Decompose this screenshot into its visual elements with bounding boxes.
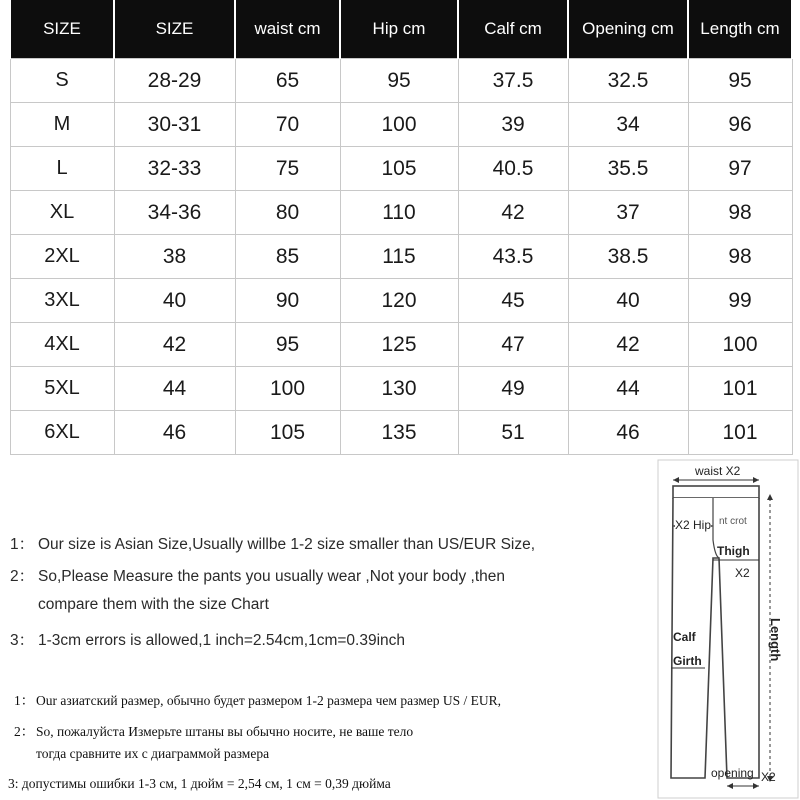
size-cell: XL [10, 191, 114, 235]
note-en-3 [10, 628, 405, 650]
table-row [10, 103, 792, 147]
calf-label: Calf [673, 630, 696, 644]
size-cell: 6XL [10, 411, 114, 455]
size-cell: M [10, 103, 114, 147]
measurement-cell: 40.5 [458, 147, 568, 191]
measurement-cell: 46 [568, 411, 688, 455]
note-text: Our size is Asian Size,Usually willbe 1-2 size smaller than US/EUR Size, [38, 536, 536, 553]
table-header-row [10, 0, 792, 59]
measurement-cell: 100 [688, 323, 792, 367]
measurement-cell: 51 [458, 411, 568, 455]
opening-label: opening [711, 766, 754, 780]
size-cell: 3XL [10, 279, 114, 323]
note-text: So, пожалуйста Измерьте штаны вы обычно носите, не ваше тело [36, 724, 414, 739]
note-text: 3: допустимы ошибки 1-3 см, 1 дюйм = 2,54 см, 1 см = 0,39 дюйма [8, 776, 391, 791]
measurement-cell: 40 [114, 279, 235, 323]
measurement-cell: 90 [235, 279, 340, 323]
front-crotch-label: nt crot [719, 516, 747, 527]
measurement-cell: 30-31 [114, 103, 235, 147]
thigh-label: Thigh [717, 544, 750, 558]
measurement-cell: 42 [458, 191, 568, 235]
hip-label: X2 Hip [675, 518, 712, 532]
measurement-cell: 135 [340, 411, 458, 455]
measurement-cell: 85 [235, 235, 340, 279]
measurement-cell: 95 [235, 323, 340, 367]
measurement-cell: 46 [114, 411, 235, 455]
header-size-label: SIZE [10, 0, 114, 59]
header-hip: Hip cm [340, 0, 458, 59]
measurement-cell: 97 [688, 147, 792, 191]
measurement-cell: 95 [688, 59, 792, 103]
size-cell: 5XL [10, 367, 114, 411]
measurement-cell: 32.5 [568, 59, 688, 103]
table-row [10, 59, 792, 103]
pants-measurement-diagram [655, 458, 800, 800]
header-size-number: SIZE [114, 0, 235, 59]
note-number: 2： [10, 568, 35, 585]
table-row [10, 411, 792, 455]
note-text: compare them with the size Chart [38, 596, 269, 613]
measurement-cell: 65 [235, 59, 340, 103]
header-waist: waist cm [235, 0, 340, 59]
length-label: Length [768, 618, 783, 662]
note-text: тогда сравните их с диаграммой размера [36, 746, 270, 761]
measurement-cell: 34 [568, 103, 688, 147]
note-ru-3 [8, 776, 391, 792]
measurement-cell: 98 [688, 235, 792, 279]
measurement-cell: 105 [235, 411, 340, 455]
note-text: Our азиатский размер, обычно будет размером 1-2 размера чем размер US / EUR, [36, 693, 501, 708]
measurement-cell: 39 [458, 103, 568, 147]
measurement-cell: 35.5 [568, 147, 688, 191]
measurement-cell: 44 [568, 367, 688, 411]
note-text: So,Please Measure the pants you usually wear ,Not your body ,then [38, 568, 505, 585]
table-row [10, 147, 792, 191]
measurement-cell: 125 [340, 323, 458, 367]
table-row [10, 323, 792, 367]
measurement-cell: 42 [568, 323, 688, 367]
table-row [10, 367, 792, 411]
measurement-cell: 44 [114, 367, 235, 411]
measurement-cell: 37.5 [458, 59, 568, 103]
measurement-cell: 38.5 [568, 235, 688, 279]
measurement-cell: 45 [458, 279, 568, 323]
measurement-cell: 43.5 [458, 235, 568, 279]
measurement-cell: 96 [688, 103, 792, 147]
waist-label: waist X2 [695, 464, 741, 478]
measurement-cell: 49 [458, 367, 568, 411]
measurement-cell: 98 [688, 191, 792, 235]
measurement-cell: 47 [458, 323, 568, 367]
note-ru-2-continued [36, 746, 269, 762]
table-row [10, 279, 792, 323]
measurement-cell: 95 [340, 59, 458, 103]
size-chart-table [9, 0, 793, 455]
size-cell: S [10, 59, 114, 103]
measurement-cell: 34-36 [114, 191, 235, 235]
measurement-cell: 28-29 [114, 59, 235, 103]
measurement-cell: 130 [340, 367, 458, 411]
measurement-cell: 110 [340, 191, 458, 235]
note-number: 1： [10, 536, 35, 553]
note-text: 1-3cm errors is allowed,1 inch=2.54cm,1cm=0.39inch [38, 632, 406, 649]
measurement-cell: 70 [235, 103, 340, 147]
measurement-cell: 40 [568, 279, 688, 323]
measurement-cell: 37 [568, 191, 688, 235]
measurement-cell: 101 [688, 411, 792, 455]
size-cell: 4XL [10, 323, 114, 367]
note-number: 2： [14, 724, 35, 739]
header-opening: Opening cm [568, 0, 688, 59]
measurement-cell: 99 [688, 279, 792, 323]
header-length: Length cm [688, 0, 792, 59]
header-calf: Calf cm [458, 0, 568, 59]
size-cell: 2XL [10, 235, 114, 279]
table-row [10, 191, 792, 235]
measurement-cell: 38 [114, 235, 235, 279]
measurement-cell: 100 [235, 367, 340, 411]
measurement-cell: 105 [340, 147, 458, 191]
thigh-x2-label: X2 [735, 566, 750, 580]
opening-x2-label: X2 [761, 770, 776, 784]
measurement-cell: 80 [235, 191, 340, 235]
measurement-cell: 42 [114, 323, 235, 367]
note-en-2 [10, 564, 505, 586]
measurement-cell: 115 [340, 235, 458, 279]
measurement-cell: 75 [235, 147, 340, 191]
size-cell: L [10, 147, 114, 191]
note-en-1 [10, 532, 535, 554]
measurement-cell: 32-33 [114, 147, 235, 191]
measurement-cell: 100 [340, 103, 458, 147]
note-number: 3： [10, 632, 35, 649]
measurement-cell: 101 [688, 367, 792, 411]
girth-label: Girth [673, 654, 702, 668]
table-row [10, 235, 792, 279]
note-number: 1： [14, 693, 35, 708]
table-body [10, 59, 792, 455]
note-ru-2 [14, 720, 413, 740]
measurement-cell: 120 [340, 279, 458, 323]
note-ru-1 [14, 689, 501, 709]
note-en-2-continued [10, 596, 269, 614]
